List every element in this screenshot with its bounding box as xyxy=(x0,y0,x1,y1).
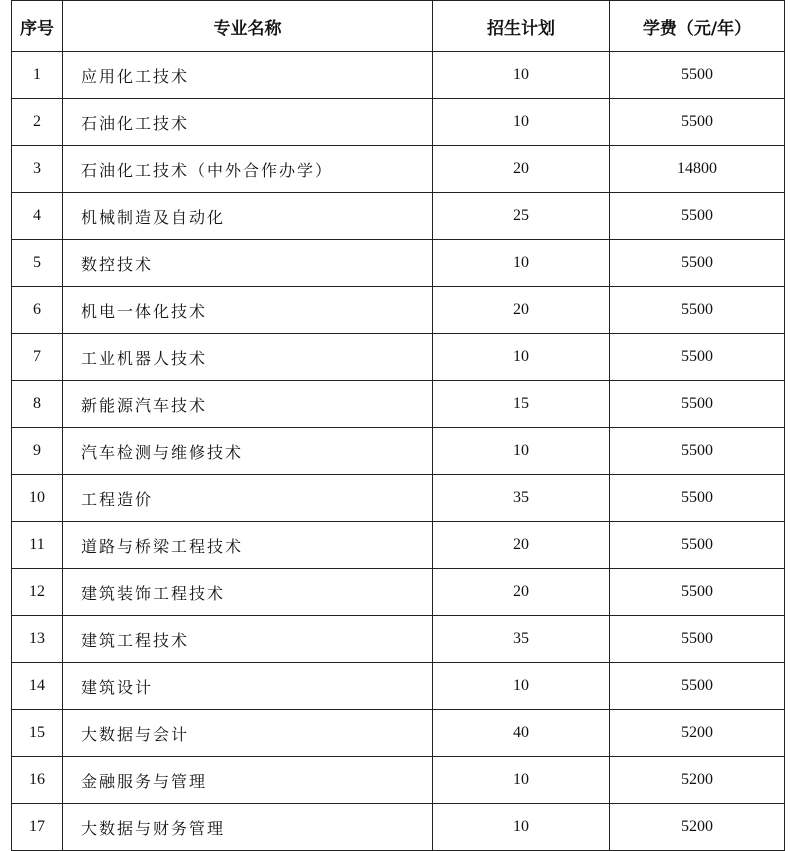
cell-serial-number: 16 xyxy=(12,757,63,804)
cell-serial-number: 13 xyxy=(12,616,63,663)
cell-major-name: 机电一体化技术 xyxy=(63,287,433,334)
cell-enrollment-plan: 10 xyxy=(433,52,610,99)
cell-major-name: 工业机器人技术 xyxy=(63,334,433,381)
cell-enrollment-plan: 25 xyxy=(433,193,610,240)
header-enrollment-plan: 招生计划 xyxy=(433,1,610,52)
cell-tuition: 5500 xyxy=(610,616,785,663)
cell-enrollment-plan: 10 xyxy=(433,428,610,475)
table-body xyxy=(12,52,785,851)
header-serial-number: 序号 xyxy=(12,1,63,52)
cell-enrollment-plan: 20 xyxy=(433,146,610,193)
table-row xyxy=(12,616,785,663)
cell-serial-number: 11 xyxy=(12,522,63,569)
cell-enrollment-plan: 10 xyxy=(433,99,610,146)
cell-serial-number: 15 xyxy=(12,710,63,757)
cell-tuition: 5500 xyxy=(610,428,785,475)
cell-major-name: 工程造价 xyxy=(63,475,433,522)
cell-serial-number: 9 xyxy=(12,428,63,475)
cell-major-name: 建筑工程技术 xyxy=(63,616,433,663)
cell-serial-number: 14 xyxy=(12,663,63,710)
cell-enrollment-plan: 40 xyxy=(433,710,610,757)
cell-tuition: 5500 xyxy=(610,193,785,240)
cell-major-name: 新能源汽车技术 xyxy=(63,381,433,428)
cell-tuition: 5200 xyxy=(610,757,785,804)
cell-major-name: 石油化工技术 xyxy=(63,99,433,146)
header-major-name: 专业名称 xyxy=(63,1,433,52)
table-row xyxy=(12,804,785,851)
cell-major-name: 建筑设计 xyxy=(63,663,433,710)
table-row xyxy=(12,334,785,381)
cell-tuition: 5500 xyxy=(610,475,785,522)
table-row xyxy=(12,522,785,569)
cell-tuition: 5500 xyxy=(610,381,785,428)
cell-tuition: 5500 xyxy=(610,663,785,710)
table-row xyxy=(12,428,785,475)
cell-tuition: 5200 xyxy=(610,804,785,851)
cell-enrollment-plan: 10 xyxy=(433,240,610,287)
table-row xyxy=(12,757,785,804)
cell-tuition: 5500 xyxy=(610,287,785,334)
cell-major-name: 石油化工技术（中外合作办学） xyxy=(63,146,433,193)
cell-enrollment-plan: 15 xyxy=(433,381,610,428)
cell-serial-number: 1 xyxy=(12,52,63,99)
cell-major-name: 大数据与财务管理 xyxy=(63,804,433,851)
cell-major-name: 建筑装饰工程技术 xyxy=(63,569,433,616)
header-tuition: 学费（元/年） xyxy=(610,1,785,52)
cell-major-name: 道路与桥梁工程技术 xyxy=(63,522,433,569)
cell-tuition: 5500 xyxy=(610,334,785,381)
cell-serial-number: 5 xyxy=(12,240,63,287)
cell-serial-number: 10 xyxy=(12,475,63,522)
cell-tuition: 5500 xyxy=(610,569,785,616)
cell-enrollment-plan: 10 xyxy=(433,804,610,851)
cell-serial-number: 17 xyxy=(12,804,63,851)
table-row xyxy=(12,240,785,287)
enrollment-table-container xyxy=(11,0,784,851)
cell-enrollment-plan: 35 xyxy=(433,616,610,663)
cell-serial-number: 6 xyxy=(12,287,63,334)
cell-serial-number: 8 xyxy=(12,381,63,428)
table-row xyxy=(12,146,785,193)
cell-serial-number: 7 xyxy=(12,334,63,381)
cell-enrollment-plan: 10 xyxy=(433,663,610,710)
cell-enrollment-plan: 10 xyxy=(433,757,610,804)
table-row xyxy=(12,52,785,99)
cell-major-name: 汽车检测与维修技术 xyxy=(63,428,433,475)
cell-enrollment-plan: 20 xyxy=(433,287,610,334)
cell-enrollment-plan: 10 xyxy=(433,334,610,381)
table-row xyxy=(12,710,785,757)
cell-serial-number: 12 xyxy=(12,569,63,616)
table-row xyxy=(12,193,785,240)
table-header-row xyxy=(12,1,785,52)
cell-enrollment-plan: 35 xyxy=(433,475,610,522)
cell-tuition: 5500 xyxy=(610,99,785,146)
table-row xyxy=(12,663,785,710)
cell-major-name: 应用化工技术 xyxy=(63,52,433,99)
cell-tuition: 5500 xyxy=(610,522,785,569)
cell-tuition: 14800 xyxy=(610,146,785,193)
table-row xyxy=(12,381,785,428)
table-row xyxy=(12,569,785,616)
cell-serial-number: 2 xyxy=(12,99,63,146)
table-row xyxy=(12,99,785,146)
cell-major-name: 大数据与会计 xyxy=(63,710,433,757)
cell-major-name: 金融服务与管理 xyxy=(63,757,433,804)
cell-serial-number: 4 xyxy=(12,193,63,240)
cell-tuition: 5200 xyxy=(610,710,785,757)
cell-major-name: 机械制造及自动化 xyxy=(63,193,433,240)
cell-major-name: 数控技术 xyxy=(63,240,433,287)
cell-serial-number: 3 xyxy=(12,146,63,193)
cell-enrollment-plan: 20 xyxy=(433,569,610,616)
cell-tuition: 5500 xyxy=(610,52,785,99)
table-row xyxy=(12,287,785,334)
enrollment-table xyxy=(11,0,785,851)
table-row xyxy=(12,475,785,522)
cell-tuition: 5500 xyxy=(610,240,785,287)
cell-enrollment-plan: 20 xyxy=(433,522,610,569)
